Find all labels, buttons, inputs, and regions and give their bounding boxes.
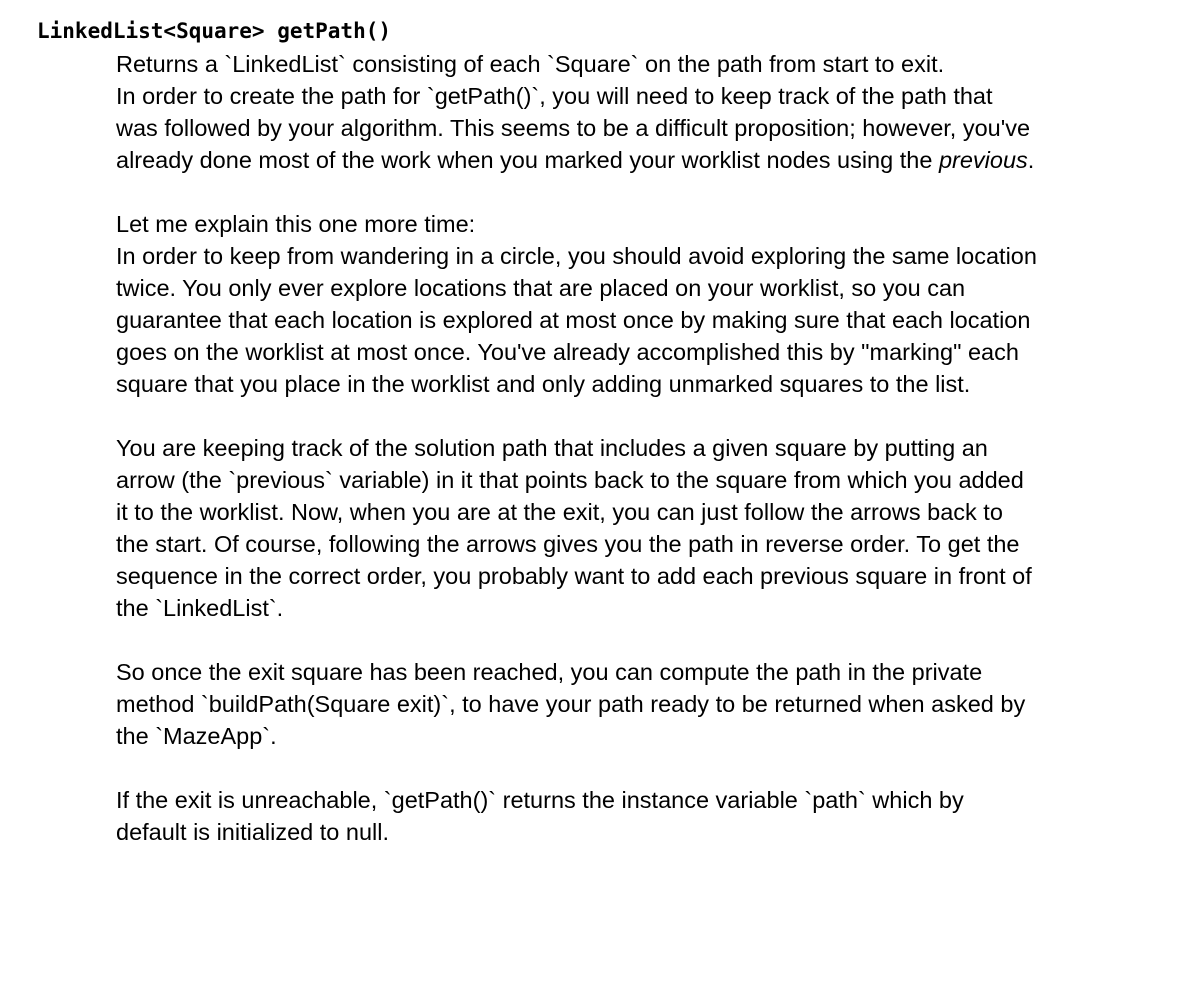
text-line: goes on the worklist at most once. You've already accomplished this by "marking" each [116,339,1019,365]
text-line: was followed by your algorithm. This seems to be a difficult proposition; however, you've [116,115,1031,141]
text-line: the `MazeApp`. [116,723,277,749]
text-line: guarantee that each location is explored at most once by making sure that each location [116,307,1031,333]
text-line: twice. You only ever explore locations that are placed on your worklist, so you can [116,275,966,301]
method-signature: LinkedList<Square> getPath() [37,19,392,43]
text-line: Returns a `LinkedList` consisting of each `Square` on the path from start to exit. [116,51,945,77]
paragraph-build-path [116,656,1116,752]
text-line: it to the worklist. Now, when you are at the exit, you can just follow the arrows back to [116,499,1003,525]
text-line: sequence in the correct order, you probably want to add each previous square in front of [116,563,1032,589]
text-line: method `buildPath(Square exit)`, to have your path ready to be returned when asked by [116,691,1026,717]
text-line: So once the exit square has been reached, you can compute the path in the private [116,659,983,685]
text-line: If the exit is unreachable, `getPath()` returns the instance variable `path` which by [116,787,964,813]
text-line: default is initialized to null. [116,819,390,845]
paragraph-overview [116,48,1116,176]
text-line: Let me explain this one more time: [116,211,476,237]
text-line: the `LinkedList`. [116,595,284,621]
text-line: square that you place in the worklist and only adding unmarked squares to the list. [116,371,971,397]
text-line: In order to create the path for `getPath()`, you will need to keep track of the path that [116,83,993,109]
text-line-prefix: already done most of the work when you marked your worklist nodes using the [116,147,939,173]
emphasis-previous: previous [938,147,1028,173]
text-line [116,144,1116,176]
paragraph-marking [116,208,1116,400]
text-line: In order to keep from wandering in a circle, you should avoid exploring the same location [116,243,1037,269]
text-line-suffix: . [1027,147,1035,173]
text-line: arrow (the `previous` variable) in it that points back to the square from which you added [116,467,1024,493]
method-description [116,48,1116,880]
paragraph-unreachable [116,784,1116,848]
text-line: the start. Of course, following the arrows gives you the path in reverse order. To get the [116,531,1020,557]
paragraph-previous-arrows [116,432,1116,624]
text-line: You are keeping track of the solution path that includes a given square by putting an [116,435,988,461]
